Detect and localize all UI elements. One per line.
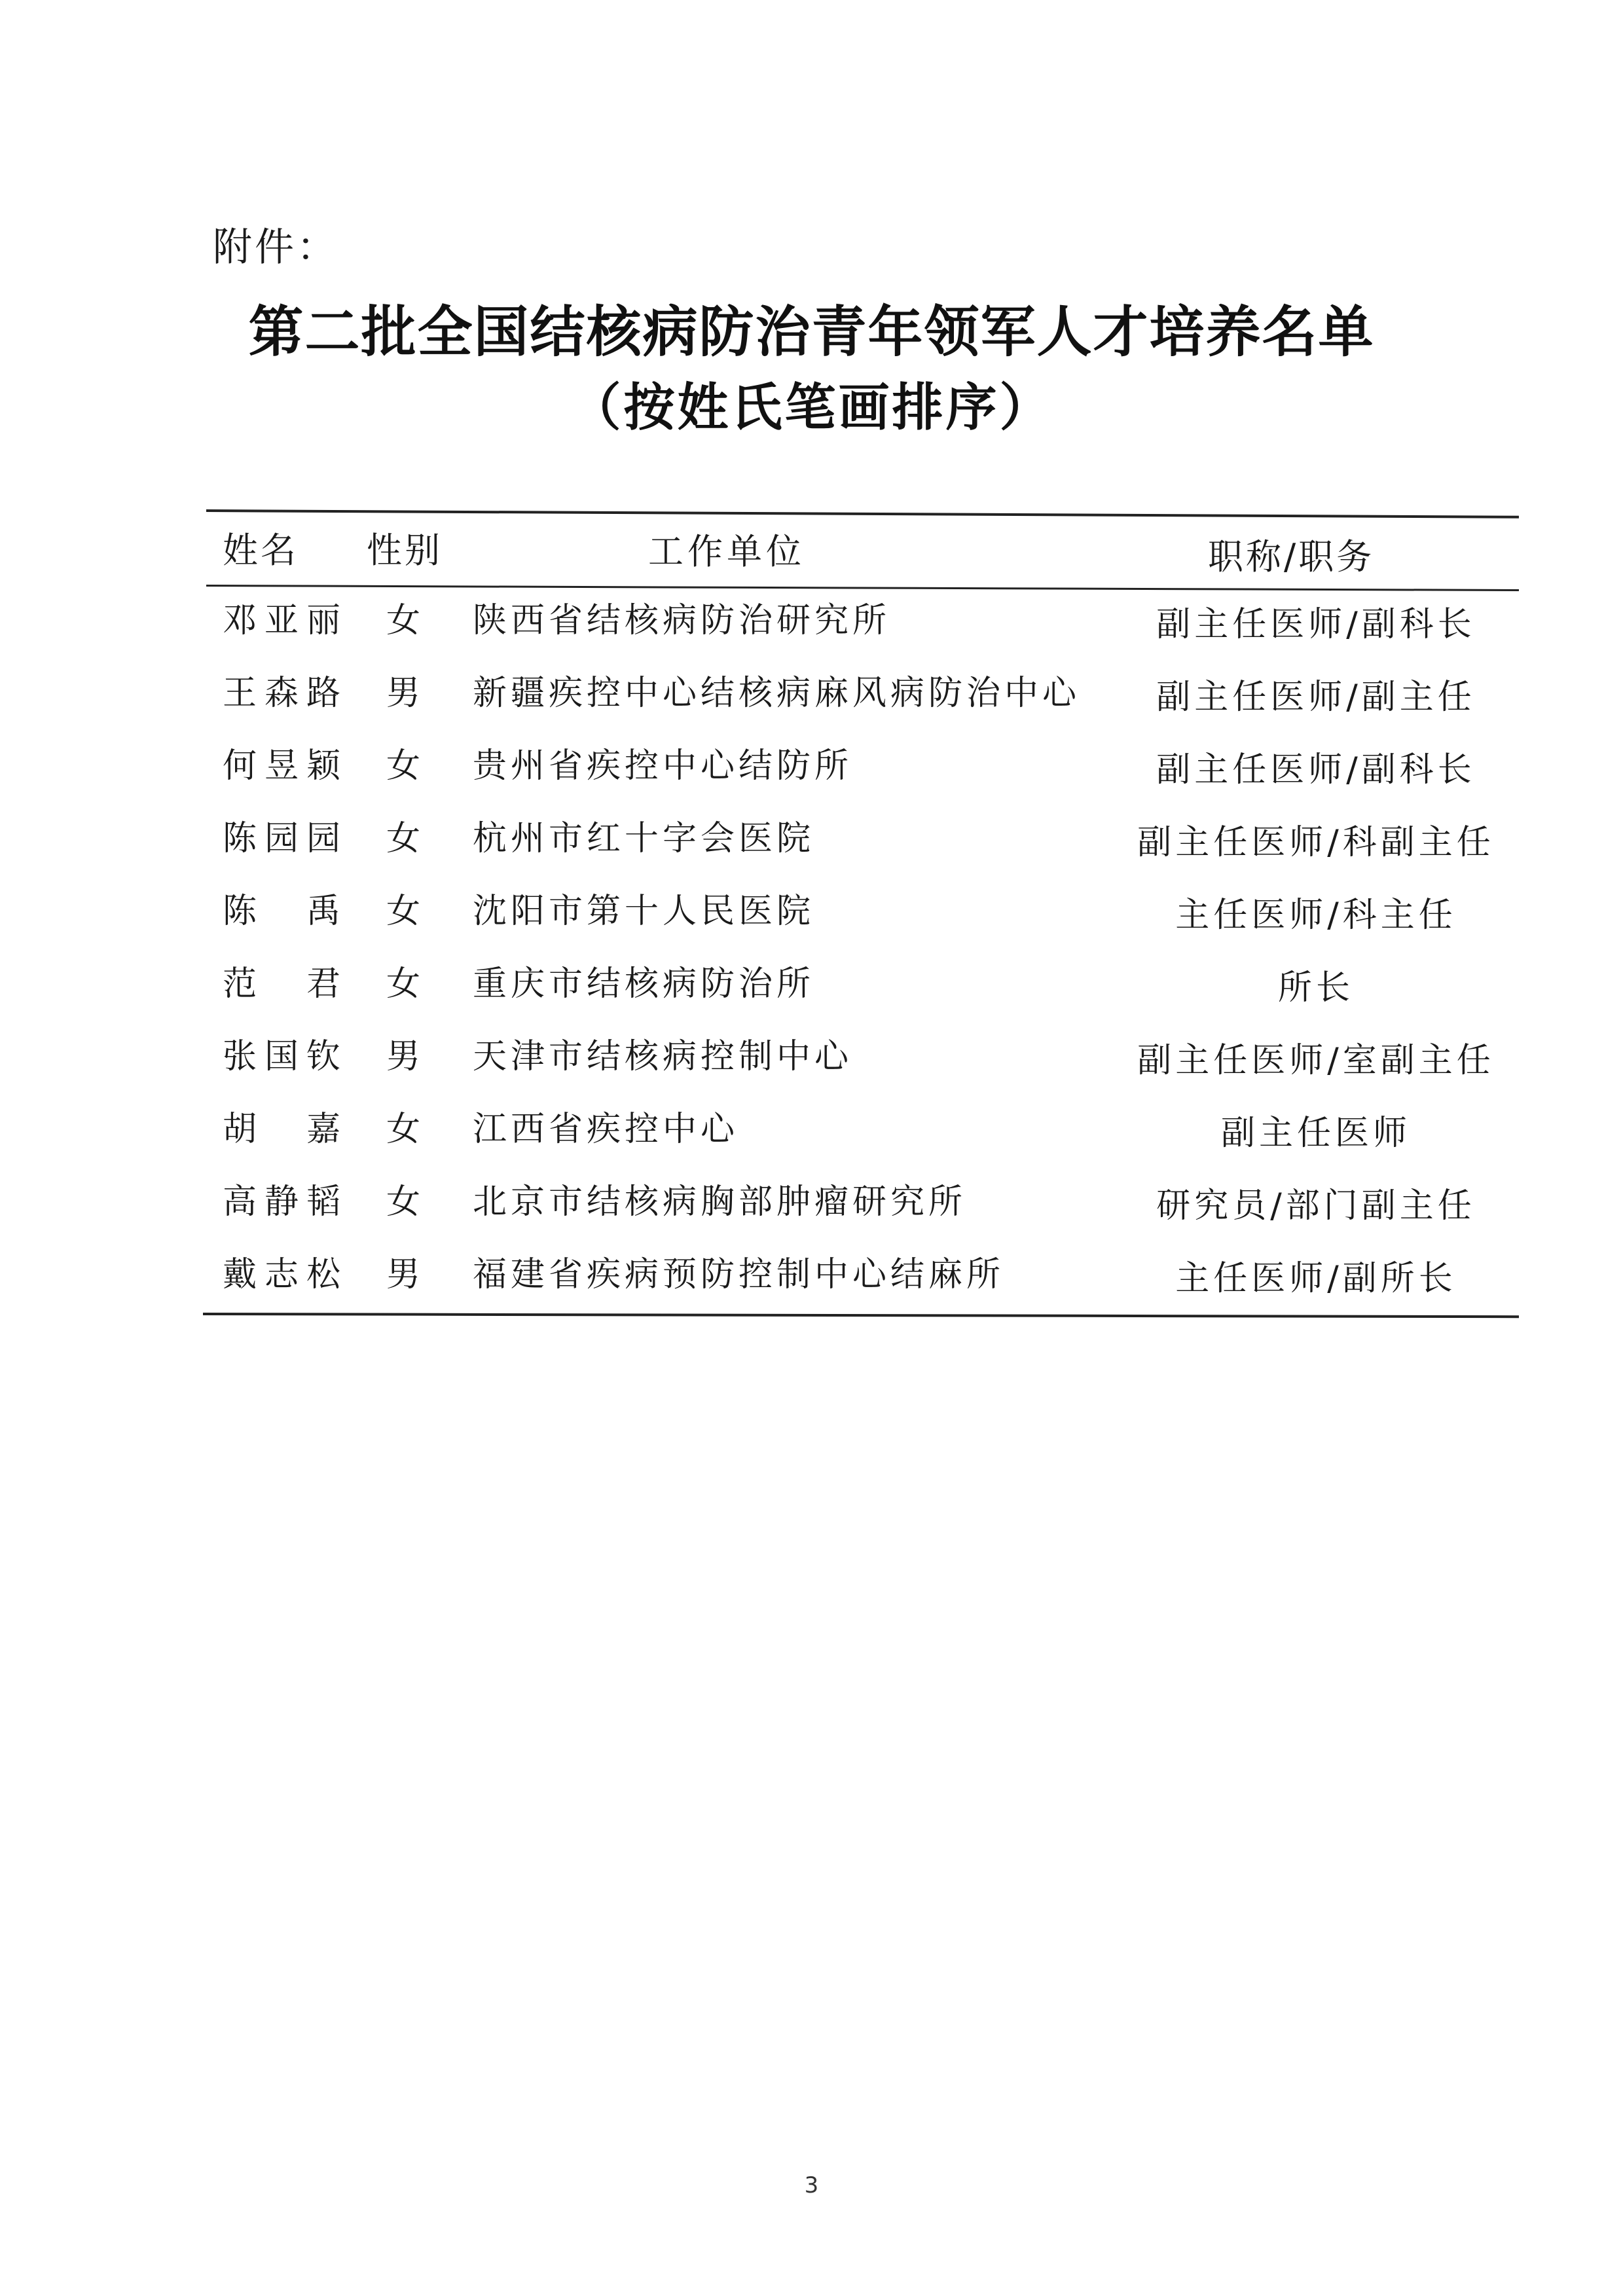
cell-name: 陈园园	[223, 819, 340, 858]
cell-unit: 贵州省疾控中心结防所	[473, 746, 853, 786]
cell-unit: 重庆市结核病防治所	[473, 964, 815, 1004]
cell-title: 研究员/部门副主任	[1156, 1186, 1476, 1226]
cell-title: 副主任医师	[1220, 1114, 1411, 1153]
table-row	[0, 738, 1623, 811]
cell-unit: 陕西省结核病防治研究所	[473, 601, 891, 640]
table-top-rule	[206, 509, 1519, 519]
cell-name: 何昱颖	[223, 746, 340, 786]
cell-gender: 女	[386, 819, 425, 858]
cell-unit: 江西省疾控中心	[473, 1110, 739, 1149]
cell-gender: 女	[386, 1110, 425, 1149]
cell-name: 王森路	[223, 674, 340, 713]
attachment-label: 附件：	[213, 225, 338, 270]
header-gender: 性别	[367, 530, 443, 571]
cell-gender: 女	[386, 601, 425, 640]
cell-unit: 杭州市红十字会医院	[473, 819, 815, 858]
page-number: 3	[804, 2172, 819, 2198]
table-row	[0, 956, 1623, 1029]
cell-name: 邓亚丽	[223, 601, 340, 640]
document-subtitle: （按姓氏笔画排序）	[570, 378, 1053, 437]
cell-name: 陈禹	[223, 892, 340, 931]
cell-gender: 女	[386, 746, 425, 786]
table-row	[0, 1247, 1623, 1319]
header-name: 姓名	[223, 530, 299, 571]
document-title: 第二批全国结核病防治青年领军人才培养名单	[248, 299, 1375, 364]
table-row	[0, 665, 1623, 738]
cell-title: 副主任医师/室副主任	[1137, 1041, 1495, 1080]
cell-gender: 女	[386, 892, 425, 931]
table-row	[0, 811, 1623, 883]
table-row	[0, 592, 1623, 665]
header-title: 职称/职务	[1208, 536, 1375, 577]
cell-name: 胡嘉	[223, 1110, 340, 1149]
cell-title: 副主任医师/副科长	[1156, 605, 1476, 644]
cell-name: 张国钦	[223, 1037, 340, 1076]
cell-gender: 男	[386, 1037, 425, 1076]
cell-unit: 新疆疾控中心结核病麻风病防治中心	[473, 674, 1081, 713]
cell-unit: 天津市结核病控制中心	[473, 1037, 853, 1076]
cell-title: 副主任医师/科副主任	[1137, 823, 1495, 862]
cell-unit: 北京市结核病胸部肿瘤研究所	[473, 1182, 967, 1222]
cell-title: 副主任医师/副科长	[1156, 750, 1476, 790]
cell-unit: 沈阳市第十人民医院	[473, 892, 815, 931]
cell-gender: 女	[386, 964, 425, 1004]
cell-gender: 男	[386, 674, 425, 713]
table-row	[0, 883, 1623, 956]
table-row	[0, 1174, 1623, 1247]
table-body	[0, 592, 1623, 1319]
cell-title: 副主任医师/副主任	[1156, 678, 1476, 717]
cell-gender: 男	[386, 1255, 425, 1294]
cell-title: 主任医师/科主任	[1175, 896, 1457, 935]
cell-name: 高静韬	[223, 1182, 340, 1222]
cell-name: 范君	[223, 964, 340, 1004]
cell-unit: 福建省疾病预防控制中心结麻所	[473, 1255, 1005, 1294]
table-row	[0, 1101, 1623, 1174]
cell-title: 主任医师/副所长	[1175, 1259, 1457, 1298]
cell-title: 所长	[1277, 968, 1354, 1008]
table-row	[0, 1029, 1623, 1101]
table-header-rule	[206, 585, 1519, 591]
cell-gender: 女	[386, 1182, 425, 1222]
cell-name: 戴志松	[223, 1255, 340, 1294]
header-unit: 工作单位	[648, 531, 805, 572]
